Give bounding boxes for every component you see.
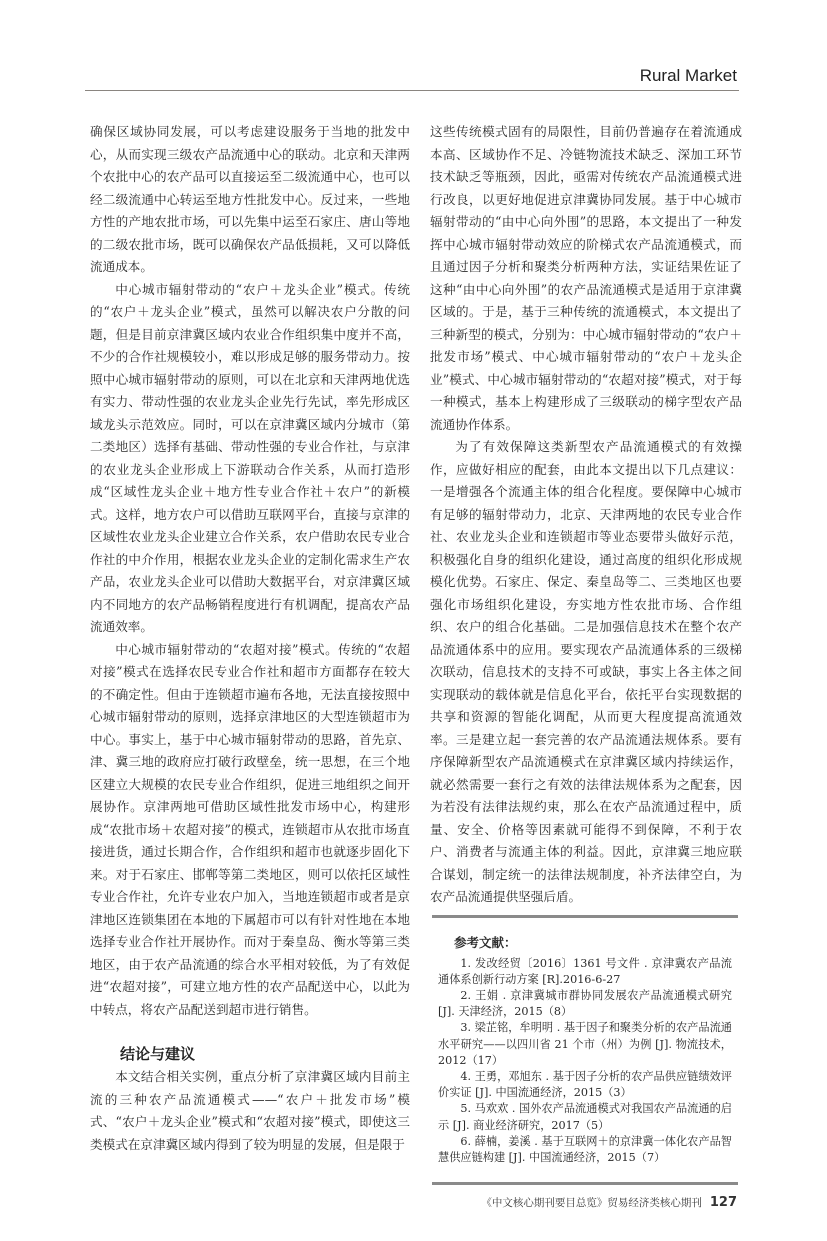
reference-item: 5. 马欢欢 . 国外农产品流通模式对我国农产品流通的启示 [J]. 商业经济研究，2017（5） xyxy=(438,1102,732,1132)
references-box xyxy=(432,915,738,1186)
paragraph: 这些传统模式固有的局限性，目前仍普遍存在着流通成本高、区域协作不足、冷链物流技术缺乏、深加工环节技术缺乏等瓶颈，因此，亟需对传统农产品流通模式进行改良，以更好地促进京津冀协同发展。基于中心城市辐射带动的“由中心向外围”的思路，本文提出了一种发挥中心城市辐射带动效应的阶梯式农产品流通模式，而且通过因子分析和聚类分析两种方法，实证结果佐证了这种“由中心向外围”的农产品流通模式是适用于京津冀区域的。于是，基于三种传统的流通模式，本文提出了三种新型的模式，分别为：中心城市辐射带动的“农户＋批发市场”模式、中心城市辐射带动的“农户＋龙头企业”模式、中心城市辐射带动的“农超对接”模式，对于每一种模式，基本上构建形成了三级联动的梯字型农产品流通协作体系。 xyxy=(430,124,742,432)
reference-item: 4. 王勇，邓旭东 . 基于因子分析的农产品供应链绩效评价实证 [J]. 中国流通经济，2015（3） xyxy=(438,1069,732,1100)
left-column xyxy=(90,121,410,1156)
paragraph: 为了有效保障这类新型农产品流通模式的有效操作，应做好相应的配套，由此本文提出以下几点建议：一是增强各个流通主体的组合化程度。要保障中心城市有足够的辐射带动力，北京、天津两地的农民专业合作社、农业龙头企业和连锁超市等业态要带头做好示范，积极强化自身的组织化建设，通过高度的组织化形成规模化优势。石家庄、保定、秦皇岛等二、三类地区也要强化市场组织化建设，夯实地方性农批市场、合作组织、农户的组合化基础。二是加强信息技术在整个农产品流通体系中的应用。要实现农产品流通体系的三级梯次联动，信息技术的支持不可或缺，事实上各主体之间实现联动的载体就是信息化平台，依托平台实现数据的共享和资源的智能化调配，从而更大程度提高流通效率。三是建立起一套完善的农产品流通法规体系。要有序保障新型农产品流通模式在京津冀区域内持续运作，就必然需要一套行之有效的法律法规体系为之配套，因为若没有法律法规约束，那么在农产品流通过程中，质量、安全、价格等因素就可能得不到保障，不利于农户、消费者与流通主体的利益。因此，京津冀三地应联合谋划，制定统一的法律法规制度，补齐法律空白，为农产品流通提供坚强后盾。 xyxy=(430,439,742,904)
paragraph: 中心城市辐射带动的“农户＋龙头企业”模式。传统的“农户＋龙头企业”模式，虽然可以解决农户分散的问题，但是目前京津冀区域内农业合作组织集中度并不高，不少的合作社规模较小，难以形成足够的服务带动力。按照中心城市辐射带动的原则，可以在北京和天津两地优选有实力、带动性强的农业龙头企业先行先试，率先形成区域龙头示范效应。同时，可以在京津冀区域内分城市（第二类地区）选择有基础、带动性强的专业合作社，与京津的农业龙头企业形成上下游联动合作关系，从而打造形成“区域性龙头企业＋地方性专业合作社＋农户”的新模式。这样，地方农户可以借助互联网平台，直接与京津的区域性农业龙头企业建立合作关系，农户借助农民专业合作社的中介作用，根据农业龙头企业的定制化需求生产农产品，农业龙头企业可以借助大数据平台，对京津冀区域内不同地方的农产品畅销程度进行有机调配，提高农产品流通效率。 xyxy=(90,281,410,634)
section-heading: 结论与建议 xyxy=(120,1046,196,1063)
reference-item: 2. 王娟 . 京津冀城市群协同发展农产品流通模式研究 [J]. 天津经济，2015（8） xyxy=(438,988,732,1019)
journal-note: 《中文核心期刊要目总览》贸易经济类核心期刊 xyxy=(481,1197,702,1210)
reference-item: 3. 梁芷铭，牟明明 . 基于因子和聚类分析的农产品流通水平研究——以四川省 21 个市（州）为例 [J]. 物流技术，2012（17） xyxy=(438,1021,732,1067)
paragraph: 本文结合相关实例，重点分析了京津冀区域内目前主流的三种农产品流通模式——“农户＋批发市场”模式、“农户＋龙头企业”模式和“农超对接”模式，即使这三类模式在京津冀区域内得到了较为明显的发展，但是限于 xyxy=(90,1069,410,1152)
reference-item: 1. 发改经贸〔2016〕1361 号文件 . 京津冀农产品流通体系创新行动方案 [R].2016-6-27 xyxy=(438,956,732,986)
body-columns xyxy=(90,121,827,1185)
header-rule xyxy=(85,90,739,91)
page-footer xyxy=(0,1195,737,1241)
running-header: Rural Market xyxy=(639,66,737,85)
right-column xyxy=(430,121,742,1185)
references-title: 参考文献： xyxy=(454,934,517,950)
reference-item: 6. 薛楠，姜溪 . 基于互联网＋的京津冀一体化农产品智慧供应链构建 [J]. 中国流通经济，2015（7） xyxy=(438,1134,732,1164)
page-number: 127 xyxy=(709,1195,737,1211)
paragraph: 中心城市辐射带动的“农超对接”模式。传统的“农超对接”模式在选择农民专业合作社和超市方面都存在较大的不确定性。但由于连锁超市遍布各地，无法直接按照中心城市辐射带动的原则，选择京津地区的大型连锁超市为中心。事实上，基于中心城市辐射带动的思路，首先京、津、冀三地的政府应打破行政壁垒，统一思想，在三个地区建立大规模的农民专业合作组织，促进三地组织之间开展协作。京津两地可借助区域性批发市场中心，构建形成“农批市场＋农超对接”的模式，连锁超市从农批市场直接进货，通过长期合作，合作组织和超市也就逐步固化下来。对于石家庄、邯郸等第二类地区，则可以依托区域性专业合作社，允许专业农户加入，当地连锁超市或者是京津地区连锁集团在本地的下属超市可以有针对性地在本地选择专业合作社开展协作。而对于秦皇岛、衡水等第三类地区，由于农产品流通的综合水平相对较低，为了有效促进“农超对接”，可建立地方性的农产品配送中心，以此为中转点，将农产品配送到超市进行销售。 xyxy=(90,641,410,1017)
paragraph: 确保区域协同发展，可以考虑建设服务于当地的批发中心，从而实现三级农产品流通中心的联动。北京和天津两个农批中心的农产品可以直接运至二级流通中心，也可以经二级流通中心转运至地方性批发中心。反过来，一些地方性的产地农批市场，可以先集中运至石家庄、唐山等地的二级农批市场，既可以确保农产品低损耗，又可以降低流通成本。 xyxy=(90,124,410,274)
